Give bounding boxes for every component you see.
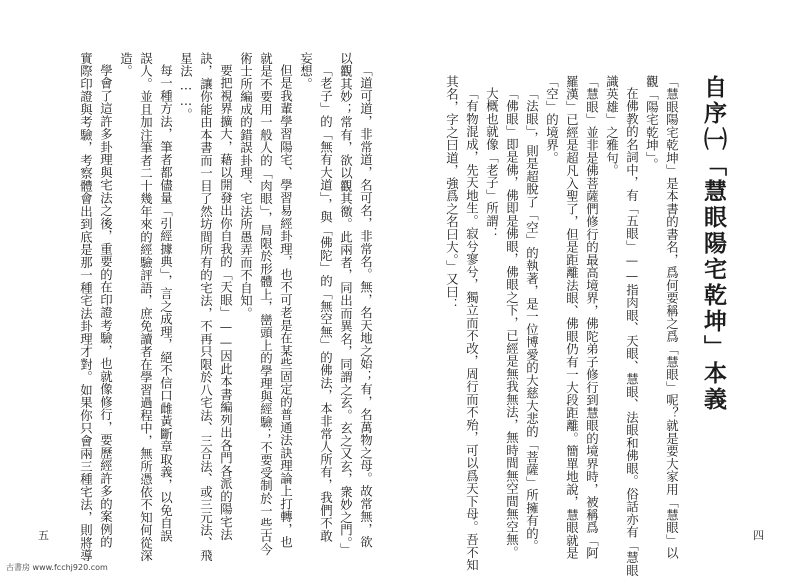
text-column: 「道可道，非常道，名可名，非常名。無，名天地之始；有，名萬物之母。故常無，欲 xyxy=(358,64,374,549)
text-column: 「法眼」，則是超脫了「空」的執著，是一位博愛的大慈大悲的「菩薩」所擁有的。 xyxy=(524,87,540,553)
text-column: 其名，字之曰道，強爲之名曰大。」又曰： xyxy=(444,75,460,312)
preface-title: 自序㈠「慧眼陽宅乾坤」本義 xyxy=(700,75,727,413)
text-column: 學會了這許多卦理與宅法之後，重要的在印證考驗，也就像修行，要歷經許多的案例的 xyxy=(98,64,114,549)
text-column: 要把視界擴大，藉以開發出你自我的「天眼」——因此本書編列出各門各派的陽宅法 xyxy=(218,64,234,541)
text-column: 觀「陽宅乾坤」。 xyxy=(644,75,660,171)
watermark: 古書房 www.fcchj920.com xyxy=(6,563,108,572)
text-column: 實際印證與考驗，考察體會出到底是那一種宅法卦理才對。如果你只會兩三種宅法，則將導 xyxy=(78,52,94,562)
page-number: 四 xyxy=(753,529,764,542)
text-column: 「慧眼」並非是佛菩薩們修行的最高境界，佛陀弟子修行到慧眼的境界時，被稱爲「阿 xyxy=(584,75,600,560)
text-column: 造。 xyxy=(118,52,134,78)
text-column: 「慧眼陽宅乾坤」是本書的書名，爲何要稱之爲「慧眼」呢？就是要大家用「慧眼」以 xyxy=(664,75,680,560)
text-column: 「有物混成，先天地生。寂兮寥兮，獨立而不改，周行而不殆，可以爲天下母。吾不知 xyxy=(464,87,480,572)
text-column: 每一種方法，筆者都儘量「引經據典」，言之成理，絕不信口雌黃斷章取義，以免自誤 xyxy=(158,64,174,543)
text-column: 「佛眼」即是佛，佛即是佛眼，佛眼之下，已經是無我無法，無時間無空間無空無。 xyxy=(504,87,520,559)
text-column: 但是我輩學習陽宅、學習易經卦理，也不可老是在某些固定的普通法訣理論上打轉，也 xyxy=(278,64,294,549)
text-column: 術士所編成的錯誤卦理、宅法所愚弄而不自知。 xyxy=(238,52,254,320)
text-column: 識英雄」之雅句。 xyxy=(604,75,620,177)
text-column: 星法……。 xyxy=(178,52,194,121)
text-column: 以觀其妙；常有，欲以觀其徼。此兩者，同出而異名，同謂之玄。玄之又玄，衆妙之門。」 xyxy=(338,52,354,556)
text-column: 妄想。 xyxy=(298,52,314,91)
right-page xyxy=(397,0,793,576)
page-number: 五 xyxy=(38,529,49,542)
text-column: 羅漢」已經是超凡入聖了，但是距離法眼、佛眼仍有一大段距離。簡單地說，慧眼就是 xyxy=(564,75,580,560)
text-column: 「空」的境界。 xyxy=(544,75,560,165)
text-column: 訣，讓你能由本書而一目了然坊間所有的宅法，不再只限於八宅法、三合法、或三元法、飛 xyxy=(198,52,214,562)
text-column: 「老子」的「無有大道」，與「佛陀」的「無空無」的佛法，本非常人所有，我們不敢 xyxy=(318,64,334,543)
text-column: 在佛教的名詞中，有「五眼」——指肉眼、天眼、慧眼、法眼和佛眼。俗話亦有「慧眼 xyxy=(624,87,640,577)
left-page xyxy=(0,0,397,576)
text-column: 就是不要用一般人的「肉眼」，局限於形體上，巒頭上的學理與經驗；不要受制於一些古今 xyxy=(258,52,274,556)
text-column: 誤人。並且加注筆者二十幾年來的經驗評語，庶免讀者在學習過程中，無所憑依不知何從深 xyxy=(138,52,154,562)
text-column: 大概也就像「老子」所謂： xyxy=(484,87,500,240)
